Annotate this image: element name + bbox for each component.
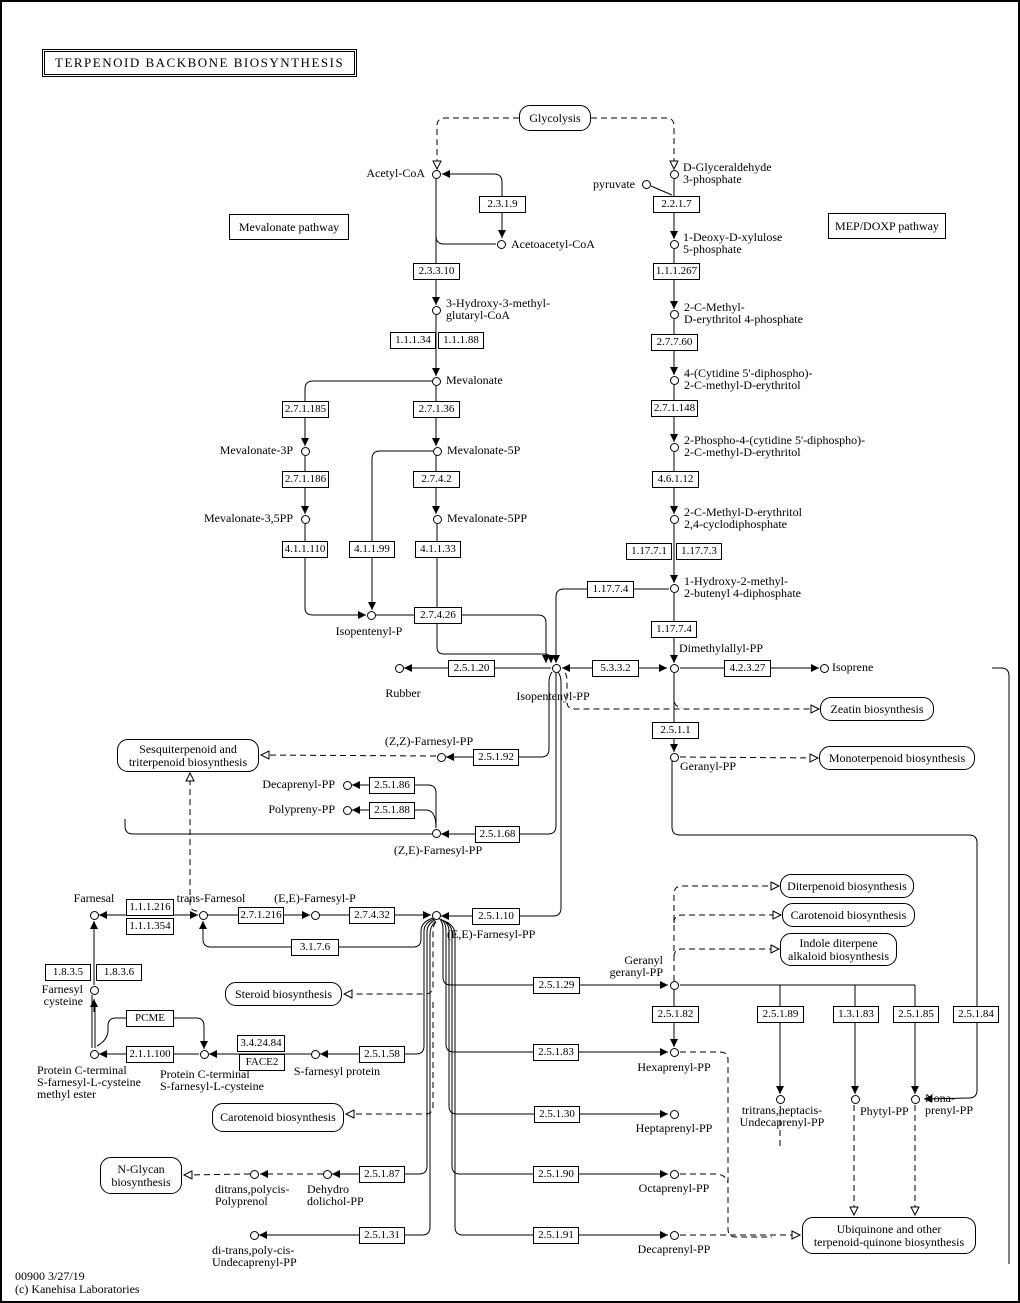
compound-label-line: Isopentenyl-PP [516,689,590,703]
pathway-link-label: terpenoid-quinone biosynthesis [813,1234,965,1249]
compound-isopentenyl-pp[interactable] [552,664,561,673]
compound-label-line: Polyprenol [215,1194,268,1208]
enzyme-box-1-17-7-4[interactable]: 1.17.7.4 [651,621,697,638]
enzyme-box-5-3-3-2[interactable]: 5.3.3.2 [592,660,639,677]
pathway-link-label: Monoterpenoid biosynthesis [828,750,966,765]
compound-label-phytyl-pp [860,1105,909,1117]
compound-label-2-c-methyl-d-erythritol-4-phosphate [684,301,803,325]
enzyme-box-1-1-1-34[interactable]: 1.1.1.34 [390,332,436,349]
pathway-link-label: Steroid biosynthesis [234,986,332,1001]
compound-label-line: Undecaprenyl-PP [212,1255,297,1269]
compound-acetoacetyl-coa[interactable] [497,240,506,249]
compound-farnesyl-cysteine[interactable] [90,986,99,995]
enzyme-box-1-8-3-5[interactable]: 1.8.3.5 [45,964,91,981]
compound-label-line: tritrans,heptacis- [741,1103,823,1117]
compound-label-line: Heptaprenyl-PP [635,1121,713,1135]
compound-mevalonate-5pp[interactable] [433,515,442,524]
compound-label-line: Mevalonate-3P [219,443,293,457]
compound-label-line: Nona- [925,1091,955,1105]
compound-label-line: D-Glyceraldehyde [683,160,772,174]
compound-label-line: 3-Hydroxy-3-methyl- [446,296,550,310]
pathway-link-label: Glycolysis [529,110,581,125]
compound-octaprenyl-pp[interactable] [670,1170,679,1179]
map-title: TERPENOID BACKBONE BIOSYNTHESIS [44,51,355,75]
pathway-link-n-glycan-biosynthesis[interactable] [100,1157,182,1194]
compound-label-line: 4-(Cytidine 5'-diphospho)- [684,366,813,380]
compound-3-hydroxy-3-methyl-glutaryl-coa[interactable] [432,306,441,315]
compound-label-geranyl-pp [680,760,736,772]
compound-label-decaprenyl-pp-b [638,1243,711,1255]
compound-label-d-glyceraldehyde-3-phosphate [683,161,772,185]
compound-label-isopentenyl-p [336,625,403,637]
compound-isopentenyl-p[interactable] [367,611,376,620]
compound-label-mevalonate-3-5pp [204,512,293,524]
compound-label-pyruvate [593,178,635,190]
pathway-link-label: Carotenoid biosynthesis [790,907,907,922]
compound-label-line: Phytyl-PP [860,1104,909,1118]
compound-label-line: 2-butenyl 4-diphosphate [684,586,801,600]
enzyme-box-pcme[interactable]: PCME [126,1010,174,1027]
enzyme-box-2-5-1-89[interactable]: 2.5.1.89 [757,1006,804,1023]
compound-label-dimethylallyl-pp [679,642,763,654]
compound-label-protein-c-terminal-s-farnesyl-l-cysteine [160,1068,264,1092]
compound-geranylgeranyl-pp[interactable] [670,981,679,990]
compound-di-trans-poly-cis-undecaprenyl-pp[interactable] [250,1231,259,1240]
compound-label-line: Protein C-terminal [160,1067,250,1081]
compound-label-4-cytidine-5-diphospho-2-c-methyl-d-erythritol [684,367,812,391]
compound-label-line: (Z,Z)-Farnesyl-PP [384,734,474,748]
enzyme-box-2-7-1-36[interactable]: 2.7.1.36 [413,401,460,418]
enzyme-box-1-17-7-3[interactable]: 1.17.7.3 [676,543,722,560]
compound-label-ee-farnesyl-pp [447,928,535,940]
compound-label-farnesal [74,892,115,904]
enzyme-box-3-1-7-6[interactable]: 3.1.7.6 [291,939,339,956]
compound-nonaprenyl-pp[interactable] [911,1095,920,1104]
enzyme-box-3-4-24-84[interactable]: 3.4.24.84 [237,1035,285,1052]
compound-label-line: 2-Phospho-4-(cytidine 5'-diphospho)- [684,433,866,447]
pathway-link-label: Ubiquinone and other [836,1221,942,1236]
compound-rubber[interactable] [395,664,404,673]
enzyme-box-4-1-1-110[interactable]: 4.1.1.110 [282,541,328,558]
compound-acetyl-coa[interactable] [432,170,441,179]
enzyme-box-2-7-7-60[interactable]: 2.7.7.60 [651,334,698,351]
compound-label-acetoacetyl-coa [511,238,595,250]
compound-label-line: Polypreny-PP [268,802,335,816]
compound-label-line: glutaryl-CoA [446,308,510,322]
enzyme-box-1-1-1-267[interactable]: 1.1.1.267 [653,263,700,280]
enzyme-box-1-1-1-88[interactable]: 1.1.1.88 [438,332,484,349]
enzyme-box-2-5-1-91[interactable]: 2.5.1.91 [533,1227,579,1244]
compound-label-heptaprenyl-pp [636,1122,713,1134]
compound-label-line: trans-Farnesol [176,891,246,905]
compound-label-line: pyruvate [593,177,635,191]
compound-label-farnesyl-cysteine [42,983,83,1007]
enzyme-box-2-7-1-216[interactable]: 2.7.1.216 [238,907,284,924]
compound-label-line: Undecaprenyl-PP [739,1115,825,1129]
enzyme-box-2-3-1-9[interactable]: 2.3.1.9 [479,196,526,213]
pathway-link-carotenoid-biosynthesis-a[interactable] [782,903,915,927]
pathway-link-steroid-biosynthesis[interactable] [225,982,342,1006]
compound-label-protein-c-terminal-s-farnesyl-l-cysteine-methyl-ester [37,1064,141,1100]
region-label-mep-doxp-pathway: MEP/DOXP pathway [828,213,946,239]
compound-label-line: 2-C-Methyl- [684,300,745,314]
enzyme-box-2-3-3-10[interactable]: 2.3.3.10 [413,263,460,280]
enzyme-box-2-5-1-92[interactable]: 2.5.1.92 [473,749,519,766]
enzyme-box-2-5-1-1[interactable]: 2.5.1.1 [652,722,699,739]
compound-label-line: Octaprenyl-PP [638,1181,710,1195]
region-label-mevalonate-pathway: Mevalonate pathway [229,214,349,240]
pathway-link-label: Diterpenoid biosynthesis [787,878,907,893]
compound-label-mevalonate-5pp [447,512,527,524]
compound-isoprene[interactable] [820,664,829,673]
enzyme-box-1-1-1-354[interactable]: 1.1.1.354 [126,918,174,935]
compound-label-line: 2-C-methyl-D-erythritol [684,445,801,459]
compound-ee-farnesyl-pp[interactable] [432,911,441,920]
pathway-link-label: biosynthesis [111,1174,171,1189]
enzyme-box-1-1-1-216[interactable]: 1.1.1.216 [126,899,174,916]
enzyme-box-1-3-1-83[interactable]: 1.3.1.83 [833,1006,879,1023]
compound-trans-farnesol[interactable] [199,911,208,920]
enzyme-box-2-7-1-186[interactable]: 2.7.1.186 [282,471,329,488]
compound-decaprenyl-pp-b[interactable] [670,1231,679,1240]
compound-label-zz-farnesyl-pp [385,735,473,747]
enzyme-box-1-17-7-1[interactable]: 1.17.7.1 [626,543,672,560]
compound-label-dehydro-dolichol-pp [307,1183,364,1207]
compound-ee-farnesyl-p[interactable] [311,911,320,920]
compound-label-line: (Z,E)-Farnesyl-PP [393,843,483,857]
enzyme-box-2-5-1-10[interactable]: 2.5.1.10 [472,908,520,925]
compound-label-mevalonate-3p [220,444,293,456]
enzyme-box-2-7-4-26[interactable]: 2.7.4.26 [414,607,462,624]
enzyme-box-2-5-1-20[interactable]: 2.5.1.20 [448,660,495,677]
compound-mevalonate-3-5pp[interactable] [301,515,310,524]
compound-1-hydroxy-2-methyl-2-butenyl-4-diphosphate[interactable] [670,584,679,593]
compound-label-line: 3-phosphate [683,172,742,186]
compound-label-line: geranyl-PP [609,965,663,979]
compound-label-geranylgeranyl-pp [610,954,663,978]
compound-label-ee-farnesyl-p [274,892,356,904]
compound-label-line: 2,4-cyclodiphosphate [684,517,787,531]
compound-label-line: Hexaprenyl-PP [637,1060,711,1074]
compound-label-2-c-methyl-d-erythritol-2-4-cyclodiphosphate [684,506,802,530]
compound-label-line: dolichol-PP [307,1194,364,1208]
enzyme-box-face2[interactable]: FACE2 [239,1054,285,1071]
compound-4-cytidine-5-diphospho-2-c-methyl-d-erythritol[interactable] [670,376,679,385]
pathway-link-zeatin-biosynthesis[interactable] [820,697,934,721]
map-footer [15,1270,140,1296]
enzyme-box-2-7-4-2[interactable]: 2.7.4.2 [413,471,460,488]
pathway-link-sesquiterpenoid-and-triterpenoid-biosynthesis[interactable] [117,739,259,772]
compound-label-line: Rubber [385,686,421,700]
compound-1-deoxy-d-xylulose-5-phosphate[interactable] [670,240,679,249]
compound-label-line: 1-Deoxy-D-xylulose [683,230,783,244]
compound-label-line: 5-phosphate [683,242,742,256]
compound-label-line: Acetoacetyl-CoA [511,237,595,251]
compound-label-line: Dehydro [307,1182,349,1196]
enzyme-box-2-5-1-84[interactable]: 2.5.1.84 [953,1006,999,1023]
compound-label-line: (E,E)-Farnesyl-P [274,891,356,905]
enzyme-box-2-7-1-185[interactable]: 2.7.1.185 [282,401,329,418]
compound-label-line: Farnesyl [41,982,83,996]
compound-label-line: Protein C-terminal [37,1063,127,1077]
compound-mevalonate-5p[interactable] [433,447,442,456]
compound-label-line: Geranyl [624,953,663,967]
compound-label-2-phospho-4-cytidine-5-diphospho-2-c-methyl-d-erythritol [684,434,865,458]
compound-label-decaprenyl-pp-a [262,778,335,790]
compound-label-line: Mevalonate-5P [447,443,521,457]
compound-s-farnesyl-protein[interactable] [311,1050,320,1059]
compound-label-line: Decaprenyl-PP [262,777,335,791]
compound-label-line: 2-C-Methyl-D-erythritol [684,505,802,519]
compound-label-nonaprenyl-pp [925,1092,973,1116]
compound-label-line: Decaprenyl-PP [637,1242,711,1256]
pathway-link-carotenoid-biosynthesis-b[interactable] [212,1103,344,1132]
compound-mevalonate[interactable] [432,377,441,386]
enzyme-box-2-5-1-88[interactable]: 2.5.1.88 [369,802,415,819]
enzyme-box-4-1-1-99[interactable]: 4.1.1.99 [349,541,395,558]
enzyme-box-1-8-3-6[interactable]: 1.8.3.6 [96,964,142,981]
compound-label-3-hydroxy-3-methyl-glutaryl-coa [446,297,550,321]
enzyme-box-2-5-1-31[interactable]: 2.5.1.31 [359,1227,405,1244]
enzyme-box-2-2-1-7[interactable]: 2.2.1.7 [653,196,700,213]
compound-label-line: prenyl-PP [925,1103,973,1117]
compound-label-mevalonate-5p [447,444,520,456]
pathway-link-label: N-Glycan [117,1161,165,1176]
compound-label-line: di-trans,poly-cis- [212,1243,295,1257]
compound-label-line: methyl ester [37,1087,96,1101]
compound-label-tritrans-heptacis-undecaprenyl-pp [740,1104,825,1128]
compound-label-di-trans-poly-cis-undecaprenyl-pp [212,1244,297,1268]
compound-polypreny-pp[interactable] [343,806,352,815]
compound-label-1-hydroxy-2-methyl-2-butenyl-4-diphosphate [684,575,801,599]
compound-label-line: D-erythritol 4-phosphate [684,312,803,326]
compound-label-mevalonate [446,374,503,386]
compound-label-line: (E,E)-Farnesyl-PP [447,927,536,941]
pathway-link-glycolysis[interactable] [519,105,591,131]
compound-label-line: Acetyl-CoA [366,166,425,180]
pathway-link-ubiquinone-and-other-terpenoid-quinone-biosynthesis[interactable] [802,1217,976,1254]
compound-label-line: Geranyl-PP [680,759,736,773]
pathway-link-label: Zeatin biosynthesis [830,701,924,716]
compound-label-rubber [385,687,420,699]
enzyme-box-2-7-1-148[interactable]: 2.7.1.148 [651,400,698,417]
pathway-link-label: triterpenoid biosynthesis [128,754,248,769]
compound-protein-c-terminal-s-farnesyl-l-cysteine[interactable] [200,1050,209,1059]
map-copyright: (c) Kanehisa Laboratories [15,1282,140,1296]
enzyme-box-2-7-4-32[interactable]: 2.7.4.32 [349,907,395,924]
compound-zz-farnesyl-pp[interactable] [437,753,446,762]
compound-label-s-farnesyl-protein [294,1065,380,1077]
compound-2-phospho-4-cytidine-5-diphospho-2-c-methyl-d-erythritol[interactable] [670,443,679,452]
compound-2-c-methyl-d-erythritol-2-4-cyclodiphosphate[interactable] [670,515,679,524]
pathway-link-diterpenoid-biosynthesis[interactable] [780,874,914,898]
compound-label-ditrans-polycis-polyprenol [215,1183,289,1207]
compound-label-line: Isoprene [832,660,874,674]
compound-label-hexaprenyl-pp [637,1061,710,1073]
pathway-link-label: Sesquiterpenoid and [139,741,237,756]
compound-phytyl-pp[interactable] [851,1095,860,1104]
compound-ze-farnesyl-pp[interactable] [432,829,441,838]
enzyme-box-2-5-1-86[interactable]: 2.5.1.86 [369,777,415,794]
compound-label-line: cysteine [43,994,83,1008]
compound-label-line: S-farnesyl protein [293,1064,381,1078]
compound-label-line: Mevalonate [446,373,503,387]
compound-label-line: Mevalonate-3,5PP [204,511,293,525]
compound-dimethylallyl-pp[interactable] [670,664,679,673]
compound-d-glyceraldehyde-3-phosphate[interactable] [670,170,679,179]
compound-pyruvate[interactable] [642,180,651,189]
map-id-date: 00900 3/27/19 [15,1269,85,1283]
enzyme-box-4-1-1-33[interactable]: 4.1.1.33 [415,541,461,558]
enzyme-box-2-1-1-100[interactable]: 2.1.1.100 [126,1046,174,1063]
compound-label-line: 2-C-methyl-D-erythritol [684,378,801,392]
compound-label-octaprenyl-pp [639,1182,710,1194]
compound-mevalonate-3p[interactable] [301,447,310,456]
compound-label-line: Mevalonate-5PP [447,511,527,525]
compound-label-line: S-farnesyl-L-cysteine [160,1079,264,1093]
compound-label-line: Isopentenyl-P [335,624,403,638]
enzyme-box-4-6-1-12[interactable]: 4.6.1.12 [652,471,699,488]
compound-label-ze-farnesyl-pp [394,844,482,856]
pathway-link-label: alkaloid biosynthesis [788,948,889,963]
enzyme-box-2-5-1-85[interactable]: 2.5.1.85 [893,1006,939,1023]
pathway-link-monoterpenoid-biosynthesis[interactable] [819,746,975,770]
pathway-link-indole-diterpene-alkaloid-biosynthesis[interactable] [780,933,897,966]
compound-label-polypreny-pp [268,803,335,815]
compound-label-isopentenyl-pp [516,690,589,702]
map-title-box [42,49,357,77]
enzyme-box-2-5-1-90[interactable]: 2.5.1.90 [533,1166,579,1183]
compound-label-acetyl-coa [366,167,425,179]
compound-protein-c-terminal-s-farnesyl-l-cysteine-methyl-ester[interactable] [90,1050,99,1059]
compound-label-line: S-farnesyl-L-cysteine [37,1075,141,1089]
compound-geranyl-pp[interactable] [670,753,679,762]
compound-hexaprenyl-pp[interactable] [670,1048,679,1057]
enzyme-box-2-5-1-30[interactable]: 2.5.1.30 [534,1106,580,1123]
pathway-link-label: Carotenoid biosynthesis [220,1110,336,1124]
compound-label-line: ditrans,polycis- [215,1182,290,1196]
enzyme-box-2-5-1-83[interactable]: 2.5.1.83 [533,1044,579,1061]
pathway-link-label: Indole diterpene [799,935,878,950]
compound-label-isoprene [832,661,873,673]
compound-decaprenyl-pp-a[interactable] [343,781,352,790]
compound-label-line: Dimethylallyl-PP [679,641,763,655]
enzyme-box-2-5-1-58[interactable]: 2.5.1.58 [359,1046,405,1063]
enzyme-box-2-5-1-29[interactable]: 2.5.1.29 [533,977,580,994]
enzyme-box-4-2-3-27[interactable]: 4.2.3.27 [724,660,771,677]
compound-dehydro-dolichol-pp[interactable] [323,1170,332,1179]
enzyme-box-2-5-1-82[interactable]: 2.5.1.82 [652,1006,699,1023]
compound-ditrans-polycis-polyprenol[interactable] [250,1170,259,1179]
enzyme-box-1-17-7-4[interactable]: 1.17.7.4 [587,581,634,598]
compound-label-line: 1-Hydroxy-2-methyl- [684,574,788,588]
compound-label-1-deoxy-d-xylulose-5-phosphate [683,231,782,255]
enzyme-box-2-5-1-68[interactable]: 2.5.1.68 [475,826,520,843]
compound-label-trans-farnesol [177,892,246,904]
compound-farnesal[interactable] [90,911,99,920]
enzyme-box-2-5-1-87[interactable]: 2.5.1.87 [359,1166,405,1183]
compound-label-line: Farnesal [73,891,115,905]
compound-2-c-methyl-d-erythritol-4-phosphate[interactable] [670,310,679,319]
compound-heptaprenyl-pp[interactable] [670,1110,679,1119]
